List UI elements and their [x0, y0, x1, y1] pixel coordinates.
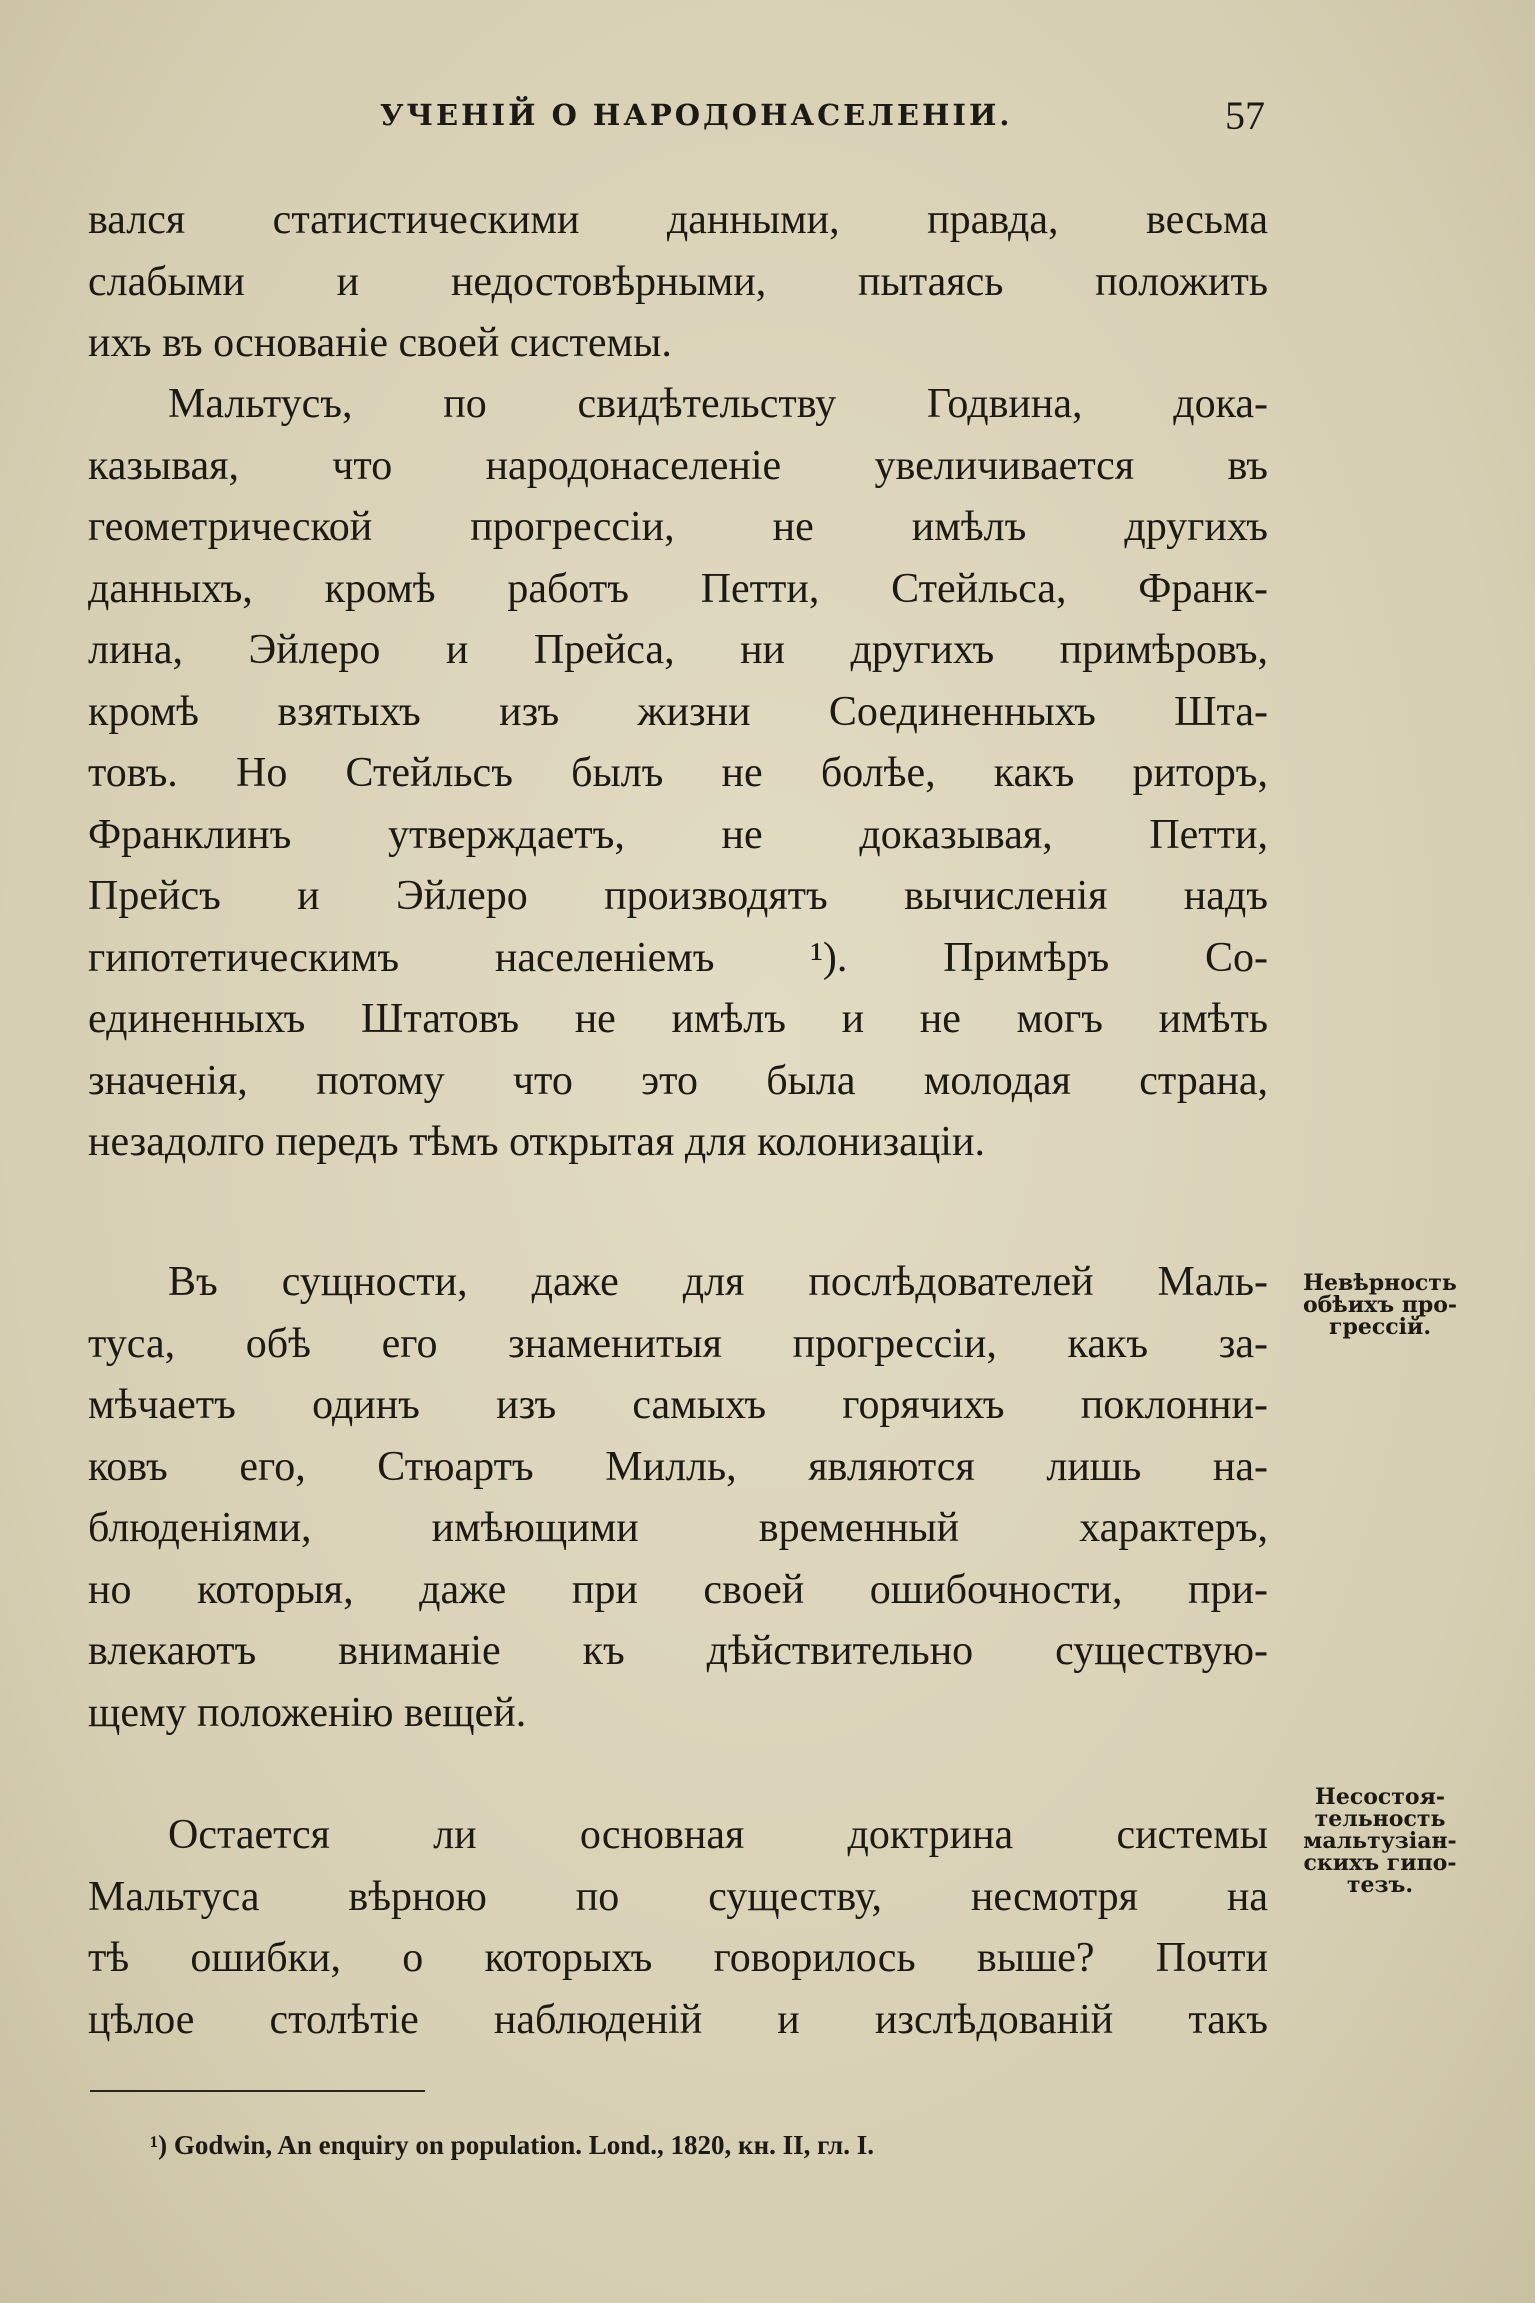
- text-line: товъ. Но Стейльсъ былъ не болѣе, какъ риторъ,: [88, 750, 1268, 796]
- text-line: но которыя, даже при своей ошибочности, при-: [88, 1566, 1268, 1613]
- margin-note-line: скихъ гипо-: [1303, 1850, 1457, 1876]
- text-line: мѣчаетъ одинъ изъ самыхъ горячихъ поклонни-: [88, 1382, 1268, 1428]
- margin-note-line: мальтузіан-: [1303, 1828, 1457, 1854]
- paragraph-2: [88, 374, 1268, 1174]
- text-line: казывая, что народонаселеніе увеличивается въ: [88, 442, 1268, 489]
- text-line: блюденіями, имѣющими временный характеръ,: [88, 1505, 1268, 1551]
- margin-note-line: обѣихъ про-: [1302, 1292, 1458, 1318]
- text-line: Мальтуса вѣрною по существу, несмотря на: [88, 1873, 1268, 1920]
- text-line: гипотетическимъ населеніемъ ¹). Примѣръ Со-: [88, 934, 1268, 981]
- text-line: цѣлое столѣтіе наблюденій и изслѣдованій такъ: [88, 1996, 1268, 2043]
- margin-note-1: [1270, 1272, 1490, 1338]
- footnote-rule: [90, 2090, 425, 2092]
- text-line: ковъ его, Стюартъ Милль, являются лишь на-: [88, 1443, 1268, 1490]
- text-line: незадолго передъ тѣмъ открытая для колонизаціи.: [88, 1119, 985, 1165]
- paragraph-4: [88, 1805, 1268, 2051]
- text-line: слабыми и недостовѣрными, пытаясь положить: [88, 258, 1268, 305]
- text-line: ихъ въ основаніе своей системы.: [88, 320, 672, 366]
- text-line: влекаютъ вниманіе къ дѣйствительно существую-: [88, 1628, 1268, 1674]
- text-line: кромѣ взятыхъ изъ жизни Соединенныхъ Шта-: [88, 688, 1268, 735]
- text-line: Остается ли основная доктрина системы: [168, 1812, 1268, 1858]
- text-line: Въ сущности, даже для послѣдователей Маль-: [168, 1259, 1268, 1305]
- text-line: вался статистическими данными, правда, весьма: [88, 197, 1268, 243]
- text-line: Мальтусъ, по свидѣтельству Годвина, дока-: [168, 381, 1268, 427]
- paragraph-3: [88, 1252, 1268, 1744]
- margin-note-line: грессій.: [1329, 1314, 1431, 1340]
- running-head: УЧЕНІЙ О НАРОДОНАСЕЛЕНІИ.: [380, 98, 1013, 132]
- margin-note-2: [1270, 1786, 1490, 1896]
- text-line: геометрической прогрессіи, не имѣлъ другихъ: [88, 504, 1268, 550]
- page-header: [90, 92, 1265, 152]
- margin-note-line: Невѣрность: [1303, 1270, 1457, 1296]
- text-line: Прейсъ и Эйлеро производятъ вычисленія надъ: [88, 873, 1268, 919]
- text-line: щему положенію вещей.: [88, 1689, 527, 1736]
- footnote: ¹) Godwin, An enquiry on population. Lond., 1820, кн. II, гл. I.: [150, 2130, 874, 2160]
- text-line: Франклинъ утверждаетъ, не доказывая, Петти,: [88, 811, 1268, 858]
- margin-note-line: тельность: [1314, 1806, 1446, 1832]
- paragraph-1: [88, 190, 1268, 375]
- page-number: 57: [1225, 93, 1265, 138]
- text-line: туса, обѣ его знаменитыя прогрессіи, какъ за-: [88, 1320, 1268, 1367]
- margin-note-line: тезъ.: [1346, 1872, 1414, 1898]
- text-line: лина, Эйлеро и Прейса, ни другихъ примѣровъ,: [88, 627, 1268, 673]
- text-line: данныхъ, кромѣ работъ Петти, Стейльса, Франк-: [88, 565, 1268, 612]
- margin-note-line: Несостоя-: [1315, 1784, 1445, 1810]
- text-line: значенія, потому что это была молодая страна,: [88, 1057, 1268, 1104]
- text-line: единенныхъ Штатовъ не имѣлъ и не могъ имѣть: [88, 996, 1268, 1042]
- text-line: тѣ ошибки, о которыхъ говорилось выше? Почти: [88, 1935, 1268, 1981]
